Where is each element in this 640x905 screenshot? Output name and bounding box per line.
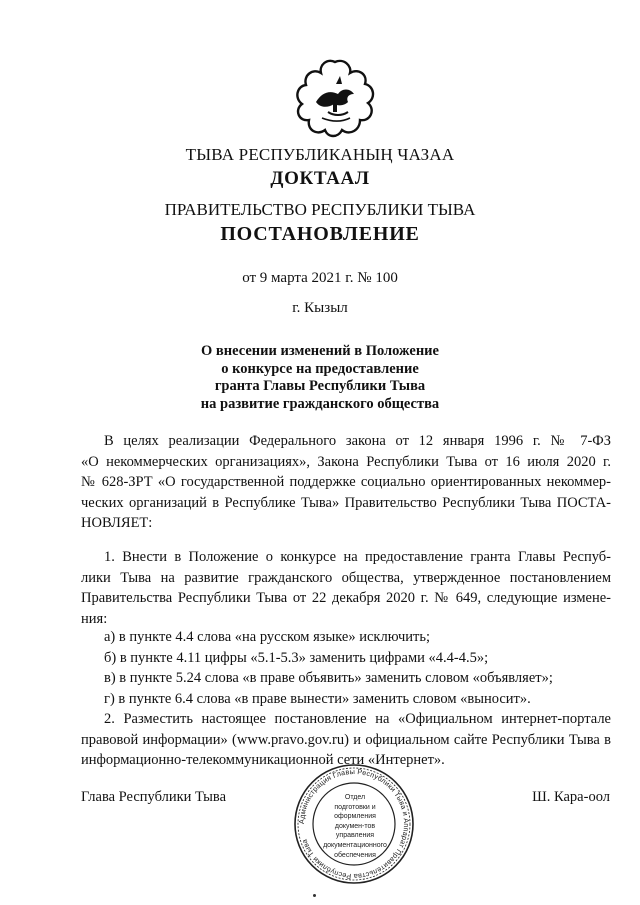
paragraph-line: лики Тыва на развитие гражданского общества, утвержденное постановлением bbox=[81, 569, 611, 586]
tuva-coat-of-arms-icon bbox=[292, 58, 378, 142]
list-item: б) в пункте 4.11 цифры «5.1-5.3» заменить цифрами «4.4-4.5»; bbox=[104, 649, 489, 666]
paragraph-line: В целях реализации Федерального закона от 12 января 1996 г. № 7-ФЗ bbox=[104, 433, 611, 449]
amendment-list bbox=[81, 627, 611, 709]
list-item: а) в пункте 4.4 слова «на русском языке» исключить; bbox=[104, 629, 431, 645]
stamp-line: подготовки и bbox=[334, 803, 376, 811]
tyva-government-title: ТЫВА РЕСПУБЛИКАНЫҢ ЧАЗАА bbox=[185, 145, 455, 164]
stamp-center-text bbox=[322, 793, 388, 860]
paragraph-line: Правительства Республики Тыва от 22 декабря 2020 г. № 649, следующие измене- bbox=[81, 590, 611, 606]
document-type: ПОСТАНОВЛЕНИЕ bbox=[220, 223, 420, 245]
title-line: О внесении изменений в Положение bbox=[201, 343, 439, 359]
stamp-line: управления bbox=[335, 832, 375, 840]
stamp-line: документационного bbox=[323, 841, 387, 849]
list-item: в) в пункте 5.24 слова «в праве объявить» заменить словом «объявляет»; bbox=[104, 670, 553, 686]
paragraph-line: правовой информации» (www.pravo.gov.ru) и официальном сайте Республики Тыва в bbox=[81, 731, 611, 748]
document-subject-title bbox=[0, 343, 640, 413]
document-city: г. Кызыл bbox=[292, 300, 348, 316]
page-mark bbox=[313, 894, 316, 897]
paragraph-line: ния: bbox=[81, 610, 108, 627]
paragraph-line: ческих организаций в Республике Тыва» Правительство Республики Тыва ПОСТА- bbox=[81, 494, 611, 511]
paragraph-line: 2. Разместить настоящее постановление на «Официальном интернет-портале bbox=[104, 711, 611, 727]
tyva-doctype: ДОКТААЛ bbox=[270, 168, 370, 189]
preamble-paragraph bbox=[81, 431, 611, 534]
paragraph-line: информационно-телекоммуникационной сети «Интернет». bbox=[81, 752, 445, 768]
paragraph-line: № 628-ЗРТ «О государственной поддержке социально ориентированных некоммер- bbox=[81, 474, 611, 490]
paragraph-line: «О некоммерческих организациях», Закона Республики Тыва от 16 июля 2020 г. bbox=[81, 453, 611, 470]
paragraph-line: НОВЛЯЕТ: bbox=[81, 515, 153, 531]
stamp-line: оформления докумен-тов bbox=[334, 813, 376, 830]
item-1-paragraph bbox=[81, 547, 611, 629]
signatory-name: Ш. Кара-оол bbox=[532, 789, 610, 805]
signatory-position: Глава Республики Тыва bbox=[81, 789, 227, 805]
government-title: ПРАВИТЕЛЬСТВО РЕСПУБЛИКИ ТЫВА bbox=[164, 200, 476, 219]
paragraph-line: 1. Внести в Положение о конкурсе на предоставление гранта Главы Респуб- bbox=[104, 549, 611, 565]
stamp-ring-text: Администрация Главы Республики Тыва и Аппарат Правительства Республики Тыва bbox=[296, 766, 412, 882]
title-line: о конкурсе на предоставление bbox=[221, 360, 419, 377]
list-item: г) в пункте 6.4 слова «в праве вынести» заменить словом «выносит». bbox=[104, 690, 531, 707]
title-line: гранта Главы Республики Тыва bbox=[214, 378, 426, 394]
document-date-number: от 9 марта 2021 г. № 100 bbox=[242, 270, 398, 286]
stamp-line: Отдел bbox=[344, 794, 366, 801]
title-line: на развитие гражданского общества bbox=[200, 395, 440, 412]
stamp-line: обеспечения bbox=[334, 851, 376, 859]
